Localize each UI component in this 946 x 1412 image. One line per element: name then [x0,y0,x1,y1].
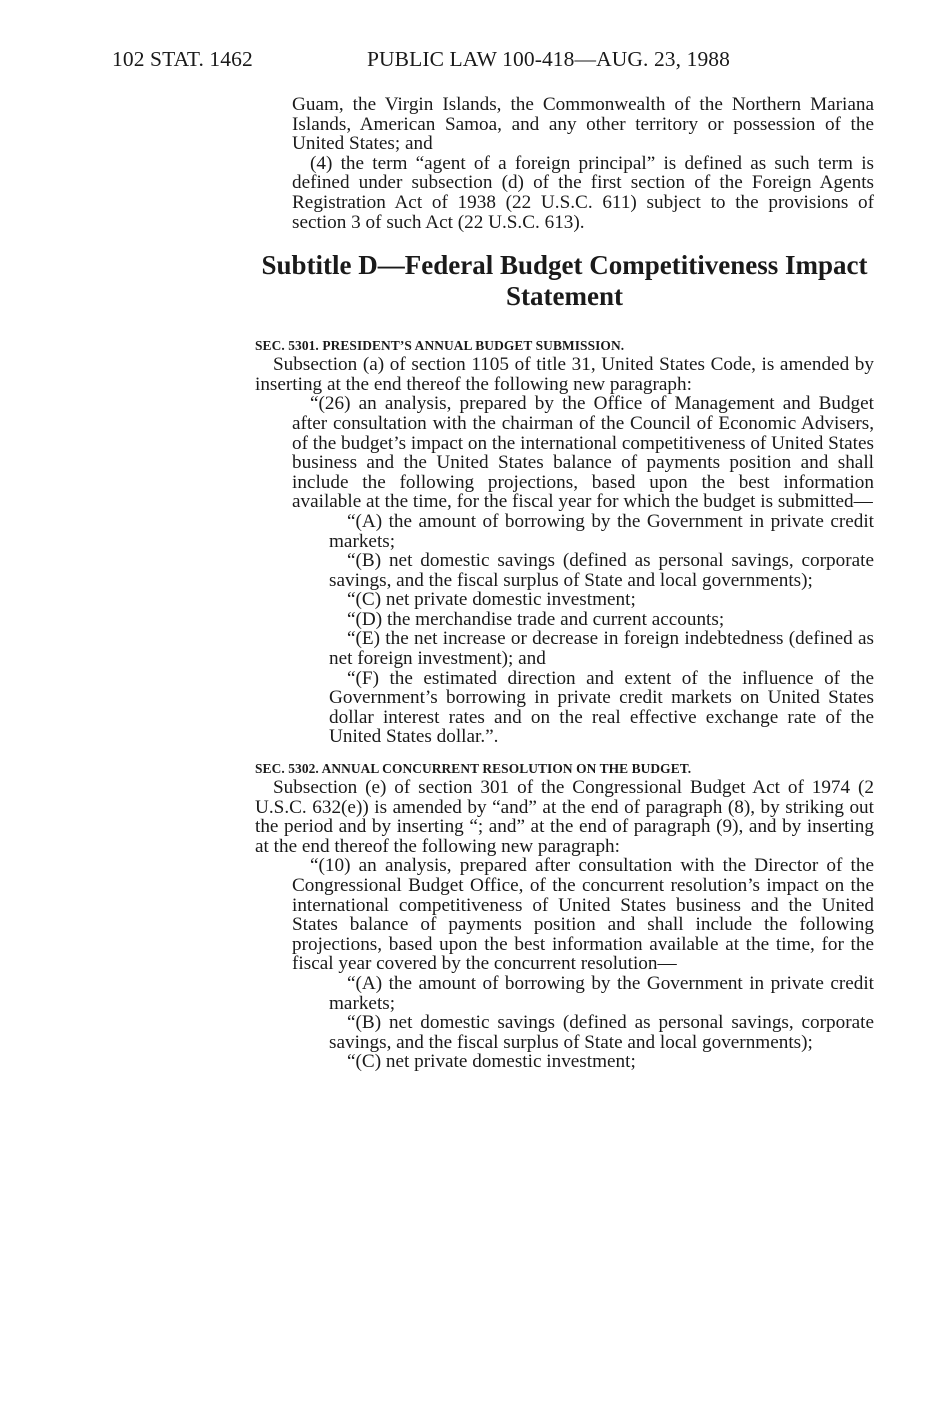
section-5301-intro: Subsection (a) of section 1105 of title 31, United States Code, is amended by inserting at the end thereof the following new paragraph: [255,354,874,395]
list-item: “(C) net private domestic investment; [347,1051,636,1073]
paragraph-26: “(26) an analysis, prepared by the Office of Management and Budget after consultation with the chairman of the Council of Economic Advisers, of the budget’s impact on the international competitiveness of United States business and the United States balance of payments position and shall include the following projections, based upon the best information available at the time, for the fiscal year for which the budget is submitted— [292,393,874,513]
list-item: “(A) the amount of borrowing by the Government in private credit markets; [329,510,874,552]
section-5301-heading: SEC. 5301. PRESIDENT’S ANNUAL BUDGET SUBMISSION. [255,338,625,354]
running-head: PUBLIC LAW 100-418—AUG. 23, 1988 [367,47,730,71]
continuation-paragraph: Guam, the Virgin Islands, the Commonwealth of the Northern Mariana Islands, American Samoa, and any other territory or possession of the United States; and [292,94,874,155]
paragraph-4: (4) the term “agent of a foreign principal” is defined as such term is defined under subsection (d) of the first section of the Foreign Agents Registration Act of 1938 (22 U.S.C. 611) subject to the provisions of section 3 of such Act (22 U.S.C. 613). [292,152,874,233]
list-item: “(F) the estimated direction and extent of the influence of the Government’s borrowing in private credit markets on United States dollar interest rates and on the real effective exchange rate of the United States dollar.”. [329,667,874,748]
paragraph-10: “(10) an analysis, prepared after consultation with the Director of the Congressional Budget Office, of the concurrent resolution’s impact on the international competitiveness of United States business and the United States balance of payments position and shall include the following projections, based upon the best information available at the time, for the fiscal year covered by the concurrent resolution— [292,855,874,975]
section-5302-intro: Subsection (e) of section 301 of the Congressional Budget Act of 1974 (2 U.S.C. 632(e)) is amended by “and” at the end of paragraph (8), by striking out the period and by inserting “; and” at the end of paragraph (9), and by inserting at the end thereof the following new paragraph: [255,777,874,857]
section-5302-heading: SEC. 5302. ANNUAL CONCURRENT RESOLUTION ON THE BUDGET. [255,761,692,777]
body-text [255,95,874,1072]
list-item: “(C) net private domestic investment; [347,589,636,611]
list-item: “(B) net domestic savings (defined as personal savings, corporate savings, and the fiscal surplus of State and local governments); [329,1012,874,1053]
page-number: 102 STAT. 1462 [112,47,253,71]
list-item: “(A) the amount of borrowing by the Government in private credit markets; [329,972,874,1014]
subtitle-heading: Subtitle D—Federal Budget Competitiveness Impact Statement [261,250,868,312]
list-item: “(D) the merchandise trade and current accounts; [347,608,725,630]
list-item: “(E) the net increase or decrease in foreign indebtedness (defined as net foreign investment); and [329,628,874,670]
page-header [112,44,764,74]
list-item: “(B) net domestic savings (defined as personal savings, corporate savings, and the fiscal surplus of State and local governments); [329,550,874,591]
